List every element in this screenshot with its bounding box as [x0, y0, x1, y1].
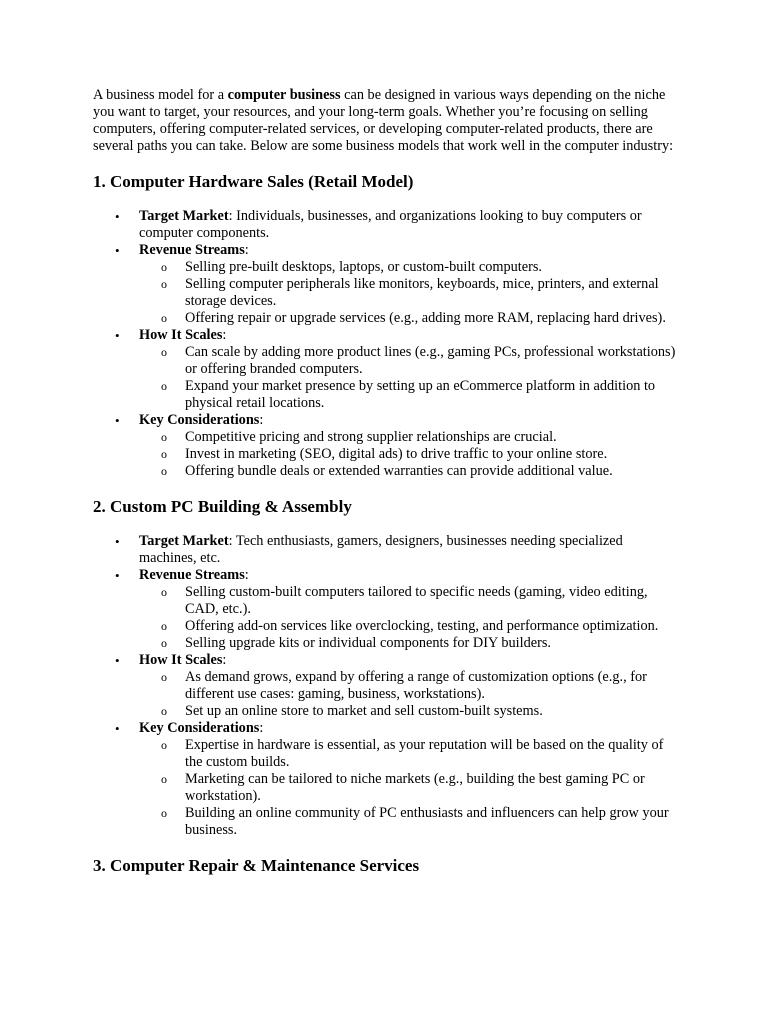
sub-list-item [161, 378, 678, 412]
item-label: Key Considerations [139, 412, 260, 428]
sub-list [139, 429, 678, 480]
sub-bullet-icon: o [161, 738, 167, 752]
sub-bullet-icon: o [161, 311, 167, 325]
list-item [115, 242, 678, 327]
sub-item-text: Offering repair or upgrade services (e.g., adding more RAM, replacing hard drives). [185, 310, 666, 326]
section-2-list [93, 533, 678, 839]
item-text: : Individuals, businesses, and organizations looking to buy computers or computer components. [139, 208, 642, 241]
sub-item-text: Selling upgrade kits or individual components for DIY builders. [185, 635, 551, 651]
sub-bullet-icon: o [161, 430, 167, 444]
item-colon: : [222, 652, 227, 668]
sub-item-text: Selling computer peripherals like monitors, keyboards, mice, printers, and external storage devices. [185, 276, 659, 309]
intro-bold-term: computer business [227, 87, 341, 103]
intro-text-end: can be designed in various ways depending on the niche you want to target, your resources, and your long-term goals. Whether you’re focusing on selling computers, offering computer-related services, or developing computer-related products, there are several paths you can take. Below are some business models that work well in the computer industry: [93, 87, 674, 154]
intro-text-start: A business model for a [93, 87, 228, 103]
sub-list [139, 259, 678, 327]
sub-bullet-icon: o [161, 447, 167, 461]
sub-bullet-icon: o [161, 277, 167, 291]
section-1-heading: 1. Computer Hardware Sales (Retail Model) [93, 172, 414, 191]
bullet-icon: • [115, 721, 120, 736]
item-text: : Tech enthusiasts, gamers, designers, businesses needing specialized machines, etc. [139, 533, 623, 566]
sub-bullet-icon: o [161, 585, 167, 599]
sub-bullet-icon: o [161, 636, 167, 650]
sub-item-text: Offering bundle deals or extended warranties can provide additional value. [185, 463, 613, 479]
sub-list-item [161, 344, 678, 378]
sub-list-item [161, 429, 678, 446]
sub-item-text: Offering add-on services like overclocking, testing, and performance optimization. [185, 618, 659, 634]
item-label: Target Market [139, 208, 229, 224]
sub-list-item [161, 463, 678, 480]
sub-bullet-icon: o [161, 619, 167, 633]
list-item [115, 567, 678, 652]
sub-item-text: Expertise in hardware is essential, as your reputation will be based on the quality of the custom builds. [185, 737, 664, 770]
item-colon: : [244, 567, 249, 583]
item-colon: : [244, 242, 249, 258]
sub-list-item [161, 703, 678, 720]
item-label: Revenue Streams [139, 567, 245, 583]
sub-list [139, 344, 678, 412]
sub-bullet-icon: o [161, 806, 167, 820]
item-colon: : [259, 720, 264, 736]
item-label: How It Scales [139, 652, 223, 668]
sub-list-item [161, 737, 678, 771]
sub-list-item [161, 584, 678, 618]
sub-item-text: Invest in marketing (SEO, digital ads) to drive traffic to your online store. [185, 446, 608, 462]
sub-item-text: Selling pre-built desktops, laptops, or custom-built computers. [185, 259, 542, 275]
sub-item-text: Competitive pricing and strong supplier relationships are crucial. [185, 429, 557, 445]
sub-list-item [161, 805, 678, 839]
item-colon: : [222, 327, 227, 343]
bullet-icon: • [115, 413, 120, 428]
item-label: Revenue Streams [139, 242, 245, 258]
list-item [115, 720, 678, 839]
sub-item-text: Marketing can be tailored to niche markets (e.g., building the best gaming PC or workstation). [185, 771, 645, 804]
list-item [115, 652, 678, 720]
bullet-icon: • [115, 209, 120, 224]
section-3-heading: 3. Computer Repair & Maintenance Services [93, 856, 420, 875]
sub-list-item [161, 276, 678, 310]
bullet-icon: • [115, 568, 120, 583]
sub-list-item [161, 771, 678, 805]
sub-bullet-icon: o [161, 464, 167, 478]
sub-item-text: Building an online community of PC enthusiasts and influencers can help grow your business. [185, 805, 669, 838]
sub-list-item [161, 618, 678, 635]
item-colon: : [259, 412, 264, 428]
item-label: Target Market [139, 533, 229, 549]
sub-item-text: Can scale by adding more product lines (e.g., gaming PCs, professional workstations) or offering branded computers. [185, 344, 676, 377]
sub-bullet-icon: o [161, 345, 167, 359]
bullet-icon: • [115, 328, 120, 343]
bullet-icon: • [115, 534, 120, 549]
sub-list [139, 737, 678, 839]
intro-paragraph [93, 87, 678, 155]
sub-item-text: As demand grows, expand by offering a range of customization options (e.g., for different use cases: gaming, business, workstations). [185, 669, 647, 702]
sub-bullet-icon: o [161, 670, 167, 684]
sub-item-text: Selling custom-built computers tailored to specific needs (gaming, video editing, CAD, etc.). [185, 584, 648, 617]
section-2-heading: 2. Custom PC Building & Assembly [93, 497, 352, 516]
sub-list [139, 584, 678, 652]
sub-list-item [161, 669, 678, 703]
item-label: Key Considerations [139, 720, 260, 736]
sub-list-item [161, 446, 678, 463]
sub-list-item [161, 635, 678, 652]
sub-item-text: Expand your market presence by setting up an eCommerce platform in addition to physical retail locations. [185, 378, 656, 411]
section-1-list [93, 208, 678, 480]
list-item [115, 533, 678, 567]
document-page [93, 87, 678, 876]
list-item [115, 327, 678, 412]
sub-bullet-icon: o [161, 772, 167, 786]
sub-item-text: Set up an online store to market and sell custom-built systems. [185, 703, 543, 719]
sub-bullet-icon: o [161, 379, 167, 393]
sub-bullet-icon: o [161, 260, 167, 274]
sub-list-item [161, 259, 678, 276]
sub-list-item [161, 310, 678, 327]
list-item [115, 412, 678, 480]
bullet-icon: • [115, 653, 120, 668]
list-item [115, 208, 678, 242]
sub-list [139, 669, 678, 720]
item-label: How It Scales [139, 327, 223, 343]
sub-bullet-icon: o [161, 704, 167, 718]
bullet-icon: • [115, 243, 120, 258]
